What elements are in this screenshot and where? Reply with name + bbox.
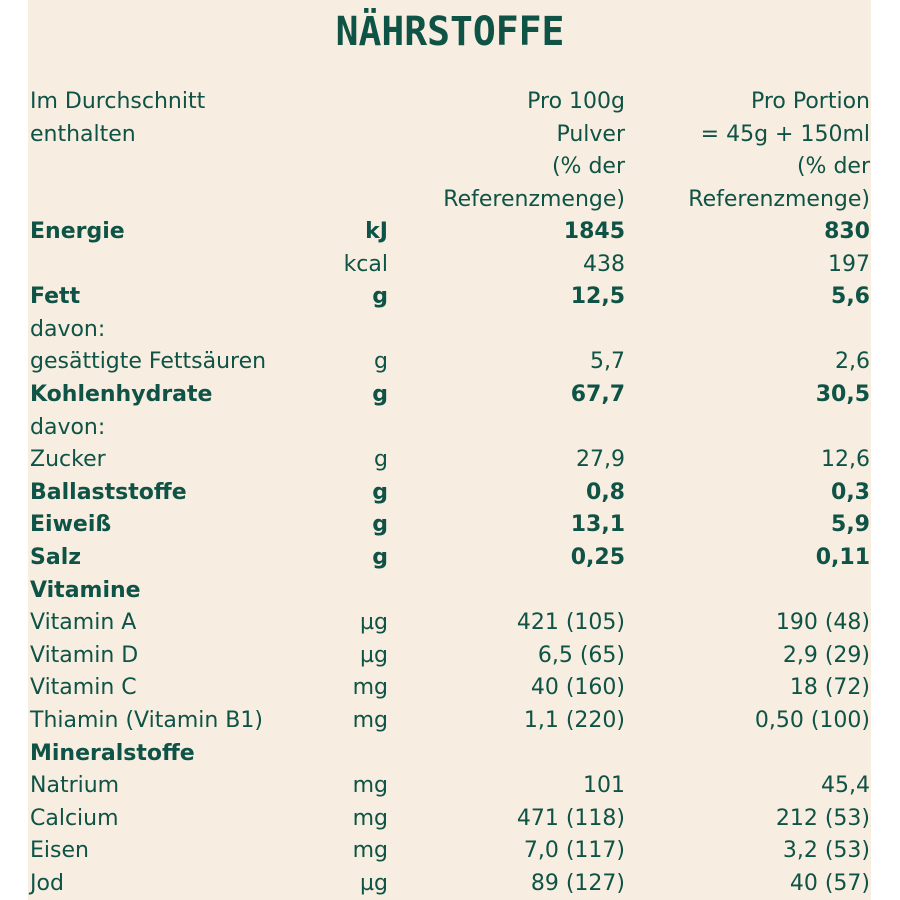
nutrient-name: Thiamin (Vitamin B1): [30, 707, 263, 733]
table-row: [30, 607, 870, 640]
table-row: [30, 672, 870, 705]
value-per-portion: 3,2 (53): [782, 838, 870, 864]
header-per-100g: Pro 100g Pulver (% der Referenzmenge): [443, 89, 625, 212]
nutrient-name: Natrium: [30, 773, 120, 799]
value-per-portion: 5,6: [831, 284, 870, 310]
nutrient-name: davon:: [30, 316, 106, 342]
value-per-100g: 421 (105): [516, 610, 625, 636]
table-row: [30, 835, 870, 868]
table-row: [30, 868, 870, 900]
nutrient-name: Vitamin D: [30, 642, 139, 668]
nutrient-name: gesättigte Fettsäuren: [30, 349, 267, 375]
nutrient-unit: µg: [360, 610, 388, 636]
value-per-portion: 0,50 (100): [754, 707, 870, 733]
nutrient-name: Zucker: [30, 447, 106, 473]
nutrient-name: Vitamine: [30, 577, 141, 603]
value-per-100g: 6,5 (65): [537, 642, 625, 668]
value-per-100g: 89 (127): [530, 870, 625, 896]
value-per-100g: 5,7: [590, 349, 625, 375]
table-row: [30, 444, 870, 477]
nutrient-name: Fett: [30, 284, 81, 310]
table-row: [30, 803, 870, 836]
value-per-portion: 18 (72): [789, 675, 870, 701]
value-per-portion: 190 (48): [775, 610, 870, 636]
value-per-portion: 40 (57): [789, 870, 870, 896]
value-per-portion: 30,5: [815, 381, 870, 407]
nutrition-table: [30, 86, 870, 900]
value-per-100g: 0,25: [570, 544, 625, 570]
nutrient-unit: µg: [360, 642, 388, 668]
value-per-100g: 438: [583, 251, 625, 277]
table-row: [30, 738, 870, 771]
value-per-portion: 0,3: [831, 479, 870, 505]
nutrient-unit: g: [372, 284, 388, 310]
table-body: [30, 216, 870, 900]
table-row: [30, 249, 870, 282]
value-per-portion: 2,6: [835, 349, 870, 375]
nutrient-unit: g: [374, 447, 388, 473]
nutrient-name: Energie: [30, 219, 125, 244]
value-per-portion: 0,11: [815, 544, 870, 570]
nutrient-unit: mg: [352, 773, 388, 799]
nutrient-unit: kJ: [365, 219, 388, 244]
value-per-portion: 197: [828, 251, 870, 277]
nutrient-name: davon:: [30, 414, 106, 440]
table-row: [30, 542, 870, 575]
nutrient-name: Kohlenhydrate: [30, 381, 213, 407]
value-per-portion: 830: [824, 219, 870, 244]
nutrient-unit: g: [372, 479, 388, 505]
table-row: [30, 216, 870, 249]
nutrient-name: Eiweiß: [30, 512, 112, 538]
table-row: [30, 640, 870, 673]
nutrient-unit: mg: [352, 707, 388, 733]
nutrient-unit: mg: [352, 838, 388, 864]
table-row: [30, 379, 870, 412]
nutrient-name: Eisen: [30, 838, 89, 864]
value-per-100g: 40 (160): [530, 675, 625, 701]
table-row: [30, 281, 870, 314]
nutrient-unit: g: [372, 512, 388, 538]
table-row: [30, 346, 870, 379]
table-row: [30, 770, 870, 803]
nutrient-unit: g: [374, 349, 388, 375]
nutrient-name: Calcium: [30, 805, 119, 831]
value-per-100g: 1845: [563, 219, 625, 244]
header-label: Im Durchschnitt enthalten: [30, 89, 206, 147]
value-per-100g: 12,5: [570, 284, 625, 310]
value-per-100g: 101: [583, 773, 625, 799]
nutrient-name: Ballaststoffe: [30, 479, 187, 505]
value-per-portion: 45,4: [821, 773, 870, 799]
table-header: [30, 86, 870, 216]
value-per-100g: 1,1 (220): [523, 707, 625, 733]
nutrient-name: Jod: [30, 870, 64, 896]
table-row: [30, 509, 870, 542]
value-per-100g: 13,1: [570, 512, 625, 538]
nutrient-unit: kcal: [343, 251, 388, 277]
nutrient-unit: mg: [352, 675, 388, 701]
value-per-100g: 67,7: [570, 381, 625, 407]
table-row: [30, 575, 870, 608]
nutrient-unit: g: [372, 381, 388, 407]
nutrient-unit: g: [372, 544, 388, 570]
value-per-portion: 5,9: [831, 512, 870, 538]
nutrient-name: Vitamin A: [30, 610, 137, 636]
table-row: [30, 412, 870, 445]
nutrient-name: Vitamin C: [30, 675, 137, 701]
nutrient-name: Mineralstoffe: [30, 740, 195, 766]
table-row: [30, 705, 870, 738]
value-per-100g: 7,0 (117): [523, 838, 625, 864]
nutrient-name: Salz: [30, 544, 82, 570]
value-per-100g: 0,8: [586, 479, 625, 505]
value-per-portion: 12,6: [821, 447, 870, 473]
value-per-portion: 212 (53): [775, 805, 870, 831]
nutrient-unit: µg: [360, 870, 388, 896]
value-per-100g: 27,9: [576, 447, 625, 473]
header-per-portion: Pro Portion = 45g + 150ml (% der Referenzmenge): [688, 89, 870, 212]
value-per-portion: 2,9 (29): [782, 642, 870, 668]
table-row: [30, 314, 870, 347]
table-row: [30, 477, 870, 510]
value-per-100g: 471 (118): [516, 805, 625, 831]
nutrient-unit: mg: [352, 805, 388, 831]
page-title: NÄHRSTOFFE: [335, 9, 565, 55]
